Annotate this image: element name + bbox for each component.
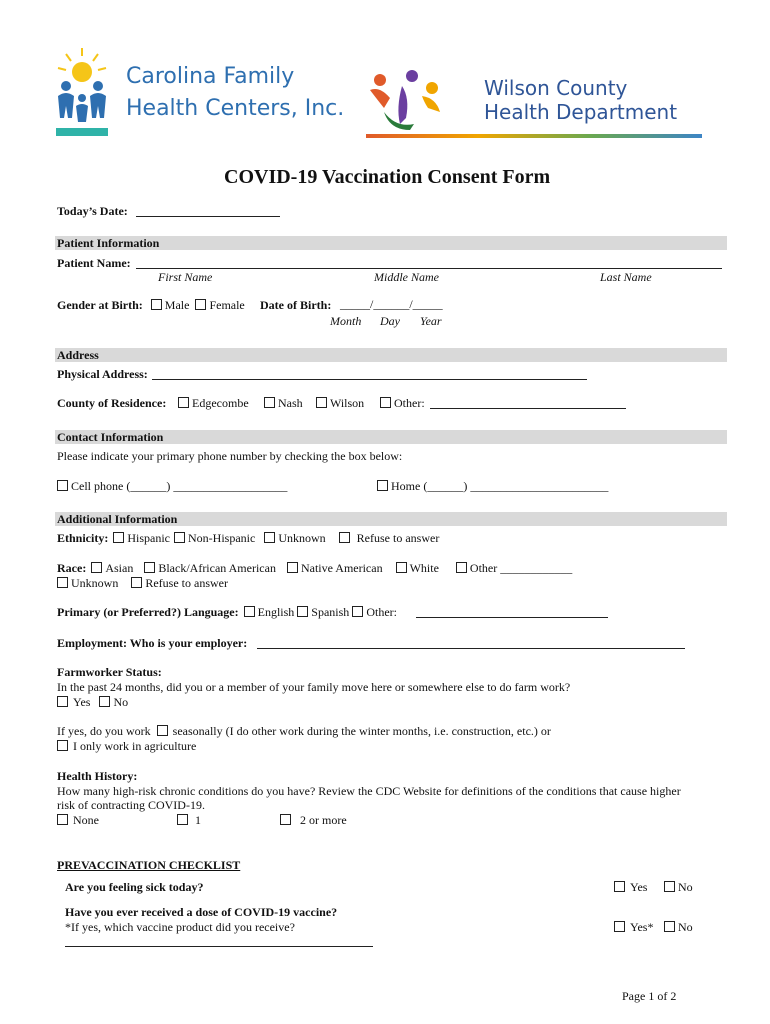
health-question-line2: risk of contracting COVID-19. <box>57 798 205 812</box>
county-edgecombe[interactable]: Edgecombe <box>178 396 249 411</box>
wilson-checkbox[interactable] <box>316 397 327 408</box>
race-row-2: Unknown Refuse to answer <box>57 576 228 591</box>
other-county-checkbox[interactable] <box>380 397 391 408</box>
sick-no-option[interactable]: No <box>664 880 693 895</box>
county-wilson[interactable]: Wilson <box>316 396 364 411</box>
patient-name-field[interactable] <box>136 257 722 269</box>
cfhc-logo <box>52 46 345 141</box>
middle-name-caption: Middle Name <box>374 270 439 284</box>
race-label: Race: <box>57 561 87 575</box>
only-agriculture-checkbox[interactable] <box>57 740 68 751</box>
patient-name-label: Patient Name: <box>57 256 131 270</box>
hispanic-checkbox[interactable] <box>113 532 124 543</box>
todays-date-label: Today’s Date: <box>57 204 128 218</box>
health-none-checkbox[interactable] <box>57 814 68 825</box>
health-two-checkbox[interactable] <box>280 814 291 825</box>
non-hispanic-checkbox[interactable] <box>174 532 185 543</box>
sick-yes-checkbox[interactable] <box>614 881 625 892</box>
english-checkbox[interactable] <box>244 606 255 617</box>
dose-yes-option[interactable]: Yes* <box>614 920 653 935</box>
county-nash[interactable]: Nash <box>264 396 303 411</box>
wilson-logo <box>366 68 706 140</box>
cfhc-name-line1: Carolina Family <box>126 64 295 89</box>
cell-phone-label: Cell phone (______) ___________________ <box>71 479 288 493</box>
contact-instruction: Please indicate your primary phone number by checking the box below: <box>57 449 403 463</box>
physical-address-label: Physical Address: <box>57 367 148 381</box>
unknown-ethnicity-checkbox[interactable] <box>264 532 275 543</box>
ethnicity-label: Ethnicity: <box>57 531 109 545</box>
dose-yes-checkbox[interactable] <box>614 921 625 932</box>
female-checkbox[interactable] <box>195 299 206 310</box>
edgecombe-checkbox[interactable] <box>178 397 189 408</box>
wilson-underline <box>366 134 702 138</box>
black-checkbox[interactable] <box>144 562 155 573</box>
health-two-option[interactable]: 2 or more <box>280 813 347 828</box>
asian-checkbox[interactable] <box>91 562 102 573</box>
male-checkbox[interactable] <box>151 299 162 310</box>
checklist-title: PREVACCINATION CHECKLIST <box>57 858 241 872</box>
first-name-caption: First Name <box>158 270 213 284</box>
dob-label: Date of Birth: <box>260 298 332 312</box>
home-phone-label: Home (______) _______________________ <box>391 479 609 493</box>
female-label: Female <box>209 298 245 312</box>
health-question-line1: How many high-risk chronic conditions do you have? Review the CDC Website for definitions of the conditions that cause higher <box>57 784 681 798</box>
section-patient-information: Patient Information <box>55 236 727 250</box>
vaccine-product-field[interactable] <box>65 935 373 947</box>
male-label: Male <box>164 298 190 312</box>
dose-no-checkbox[interactable] <box>664 921 675 932</box>
unknown-race-checkbox[interactable] <box>57 577 68 588</box>
home-phone-checkbox[interactable] <box>377 480 388 491</box>
employment-label: Employment: Who is your employer: <box>57 636 248 650</box>
form-title: COVID-19 Vaccination Consent Form <box>224 166 551 188</box>
language-row: Primary (or Preferred?) Language: English Spanish Other: <box>57 605 397 619</box>
county-other[interactable]: Other: <box>380 396 425 411</box>
family-sun-icon <box>52 46 112 138</box>
farmworker-options: Yes No <box>57 695 128 710</box>
refuse-race-checkbox[interactable] <box>131 577 142 588</box>
section-address: Address <box>55 348 727 362</box>
year-caption: Year <box>420 314 442 328</box>
white-checkbox[interactable] <box>396 562 407 573</box>
farm-no-checkbox[interactable] <box>99 696 110 707</box>
nash-checkbox[interactable] <box>264 397 275 408</box>
other-race-checkbox[interactable] <box>456 562 467 573</box>
health-history-label: Health History: <box>57 769 138 783</box>
only-agriculture-row: I only work in agriculture <box>57 739 196 754</box>
section-additional-information: Additional Information <box>55 512 727 526</box>
farmworker-question: In the past 24 months, did you or a member of your family move here or somewhere else to do farm work? <box>57 680 571 694</box>
health-one-checkbox[interactable] <box>177 814 188 825</box>
cfhc-name-line2: Health Centers, Inc. <box>126 96 345 121</box>
native-american-checkbox[interactable] <box>287 562 298 573</box>
spanish-checkbox[interactable] <box>297 606 308 617</box>
wilson-name-line1: Wilson County <box>484 76 628 100</box>
farm-yes-checkbox[interactable] <box>57 696 68 707</box>
dose-no-option[interactable]: No <box>664 920 693 935</box>
farmworker-label: Farmworker Status: <box>57 665 162 679</box>
todays-date-field[interactable] <box>136 205 280 217</box>
people-figures-icon <box>366 68 446 132</box>
employer-field[interactable] <box>257 637 685 649</box>
dob-field[interactable]: _____/______/_____ <box>340 297 443 311</box>
refuse-ethnicity-checkbox[interactable] <box>339 532 350 543</box>
wilson-name-line2: Health Department <box>484 100 678 124</box>
language-label: Primary (or Preferred?) Language: <box>57 605 239 619</box>
last-name-caption: Last Name <box>600 270 652 284</box>
cell-phone-checkbox[interactable] <box>57 480 68 491</box>
home-phone-option[interactable] <box>377 479 608 494</box>
sick-question: Are you feeling sick today? <box>65 880 204 894</box>
month-caption: Month <box>330 314 362 328</box>
day-caption: Day <box>380 314 400 328</box>
ethnicity-row: Ethnicity: Hispanic Non-Hispanic Unknown Refuse to answer <box>57 531 440 545</box>
health-one-option[interactable]: 1 <box>177 813 201 828</box>
other-county-field[interactable] <box>430 397 626 409</box>
gender-row <box>57 298 245 313</box>
other-language-field[interactable] <box>416 606 608 618</box>
sick-no-checkbox[interactable] <box>664 881 675 892</box>
seasonal-checkbox[interactable] <box>157 725 168 736</box>
other-language-checkbox[interactable] <box>352 606 363 617</box>
vaccine-product-question: *If yes, which vaccine product did you receive? <box>65 920 295 934</box>
county-label: County of Residence: <box>57 396 167 410</box>
ifyes-row: If yes, do you work seasonally (I do other work during the winter months, i.e. construction, etc.) or <box>57 724 551 738</box>
section-contact-information: Contact Information <box>55 430 727 444</box>
cell-phone-option[interactable] <box>57 479 287 494</box>
physical-address-field[interactable] <box>152 368 587 380</box>
sick-yes-option[interactable]: Yes <box>614 880 647 895</box>
health-none-option[interactable]: None <box>57 813 99 828</box>
race-row: Race: Asian Black/African American Native American White Other ____________ <box>57 561 573 575</box>
prior-dose-question: Have you ever received a dose of COVID-19 vaccine? <box>65 905 338 919</box>
page-number: Page 1 of 2 <box>622 989 677 1003</box>
gender-label: Gender at Birth: <box>57 298 143 312</box>
